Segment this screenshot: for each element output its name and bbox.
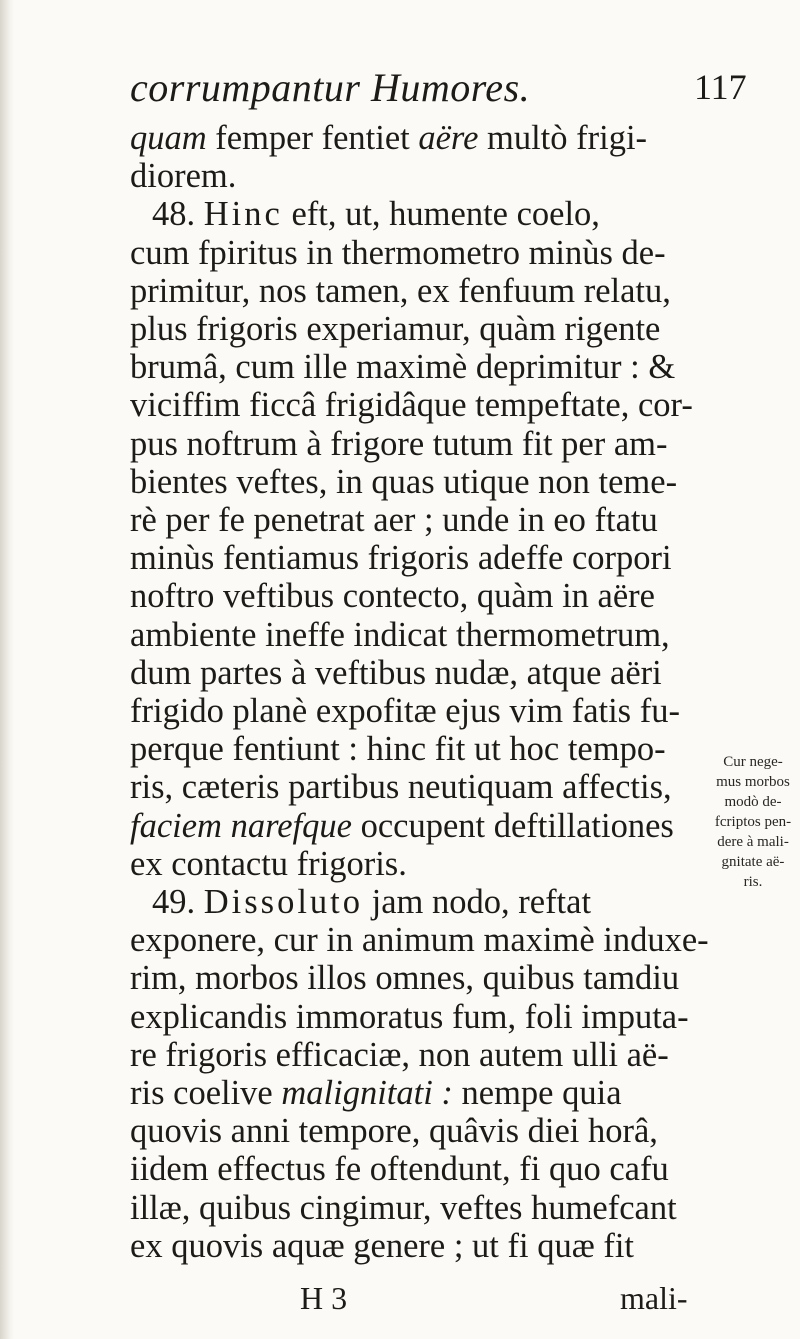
text-run: frigido planè expofitæ ejus vim fatis fu- — [130, 692, 680, 730]
text-line — [152, 194, 600, 234]
text-run: pus noftrum à frigore tutum fit per am- — [130, 424, 668, 463]
text-line — [130, 118, 647, 158]
page-header — [0, 64, 800, 114]
text-run: ris coelive — [130, 1074, 282, 1112]
text-run: re frigoris efficaciæ, non autem ulli aë- — [130, 1035, 669, 1074]
text-run: diorem. — [130, 157, 237, 196]
text-line — [130, 997, 689, 1037]
text-run: nempe quia — [452, 1074, 622, 1112]
text-run: ambiente ineffe indicat thermometrum, — [130, 615, 670, 654]
text-run: ex contactu frigoris. — [130, 844, 407, 883]
margin-note-line: gnitate aë- — [721, 854, 785, 870]
text-run: brumâ, cum ille maximè deprimitur : & — [130, 348, 676, 387]
catchword: mali- — [620, 1280, 688, 1316]
text-run: explicandis immoratus fum, foli imputa- — [130, 997, 689, 1036]
small-caps-word: Dissoluto — [203, 883, 364, 921]
text-line — [152, 882, 591, 922]
text-line — [130, 729, 666, 769]
text-line — [130, 309, 660, 349]
margin-note-line: mus morbos — [716, 774, 790, 790]
text-run: viciffim ficcâ frigidâque tempeftate, cor- — [130, 386, 693, 425]
running-head: corrumpantur Humores. — [130, 65, 531, 110]
text-run: rè per fe penetrat aer ; unde in eo ftatu — [130, 501, 658, 539]
text-run: ex quovis aquæ genere ; ut fi quæ fit — [130, 1226, 634, 1265]
text-line — [130, 156, 236, 196]
text-line — [130, 500, 658, 540]
text-line — [130, 538, 672, 578]
text-run: exponere, cur in animum maximè induxe- — [130, 921, 709, 960]
text-line — [130, 1111, 658, 1151]
margin-note — [708, 752, 798, 892]
margin-note-line: Cur nege- — [723, 754, 783, 770]
signature-mark: H 3 — [300, 1280, 348, 1316]
text-run: plus frigoris experiamur, quàm rigente — [130, 310, 661, 348]
text-line — [130, 347, 675, 387]
text-run: quovis anni tempore, quâvis diei horâ, — [130, 1112, 658, 1151]
text-line — [130, 462, 677, 502]
text-line — [130, 653, 662, 693]
text-run: noftro veftibus contecto, quàm in aëre — [130, 577, 655, 616]
text-line — [130, 576, 655, 616]
text-run: jam nodo, reftat — [363, 883, 592, 921]
margin-note-line: ris. — [743, 874, 763, 890]
margin-note-line: fcriptos pen- — [714, 814, 792, 830]
text-run: iidem effectus fe oftendunt, fi quo cafu — [130, 1150, 669, 1189]
text-run: 49. — [152, 883, 204, 921]
text-line — [130, 1149, 669, 1189]
text-line — [130, 271, 671, 311]
text-run: primitur, nos tamen, ex fenfuum relatu, — [130, 271, 671, 310]
text-run: perque fentiunt : hinc fit ut hoc tempo- — [130, 730, 666, 769]
text-line — [130, 767, 672, 807]
text-run: multò frigi- — [478, 119, 648, 157]
text-run: cum fpiritus in thermometro minùs de- — [130, 233, 666, 272]
italic-phrase: quam — [130, 119, 207, 157]
text-run: dum partes à veftibus nudæ, atque aëri — [130, 653, 662, 692]
text-line — [130, 806, 674, 846]
italic-phrase: faciem narefque — [130, 806, 352, 845]
text-run: bientes veftes, in quas utique non teme- — [130, 462, 678, 501]
text-line — [130, 233, 666, 273]
text-run: rim, morbos illos omnes, quibus tamdiu — [130, 959, 680, 998]
italic-phrase: aëre — [418, 119, 479, 157]
text-line — [130, 615, 670, 655]
italic-phrase: malignitati : — [281, 1074, 453, 1112]
text-line — [130, 385, 693, 425]
text-line — [130, 1226, 634, 1266]
text-line — [130, 920, 709, 960]
page-edge — [0, 0, 14, 1339]
text-line — [130, 424, 667, 464]
margin-note-line: modò de- — [724, 794, 782, 810]
text-line — [130, 1188, 677, 1228]
text-run: illæ, quibus cingimur, veftes humefcant — [130, 1188, 677, 1227]
text-line — [130, 691, 680, 731]
text-line — [130, 844, 407, 884]
text-line — [130, 1035, 669, 1075]
text-line — [130, 958, 679, 998]
margin-note-line: dere à mali- — [717, 834, 789, 850]
text-run: 48. — [152, 195, 204, 234]
text-run: minùs fentiamus frigoris adeffe corpori — [130, 539, 672, 578]
text-run: ris, cæteris partibus neutiquam affectis, — [130, 768, 672, 807]
small-caps-word: Hinc — [203, 195, 283, 234]
text-run: occupent deftillationes — [351, 806, 674, 845]
text-run: femper fentiet — [206, 119, 419, 157]
text-run: eft, ut, humente coelo, — [282, 195, 600, 234]
page-number: 117 — [694, 67, 747, 107]
text-line — [130, 1073, 622, 1113]
